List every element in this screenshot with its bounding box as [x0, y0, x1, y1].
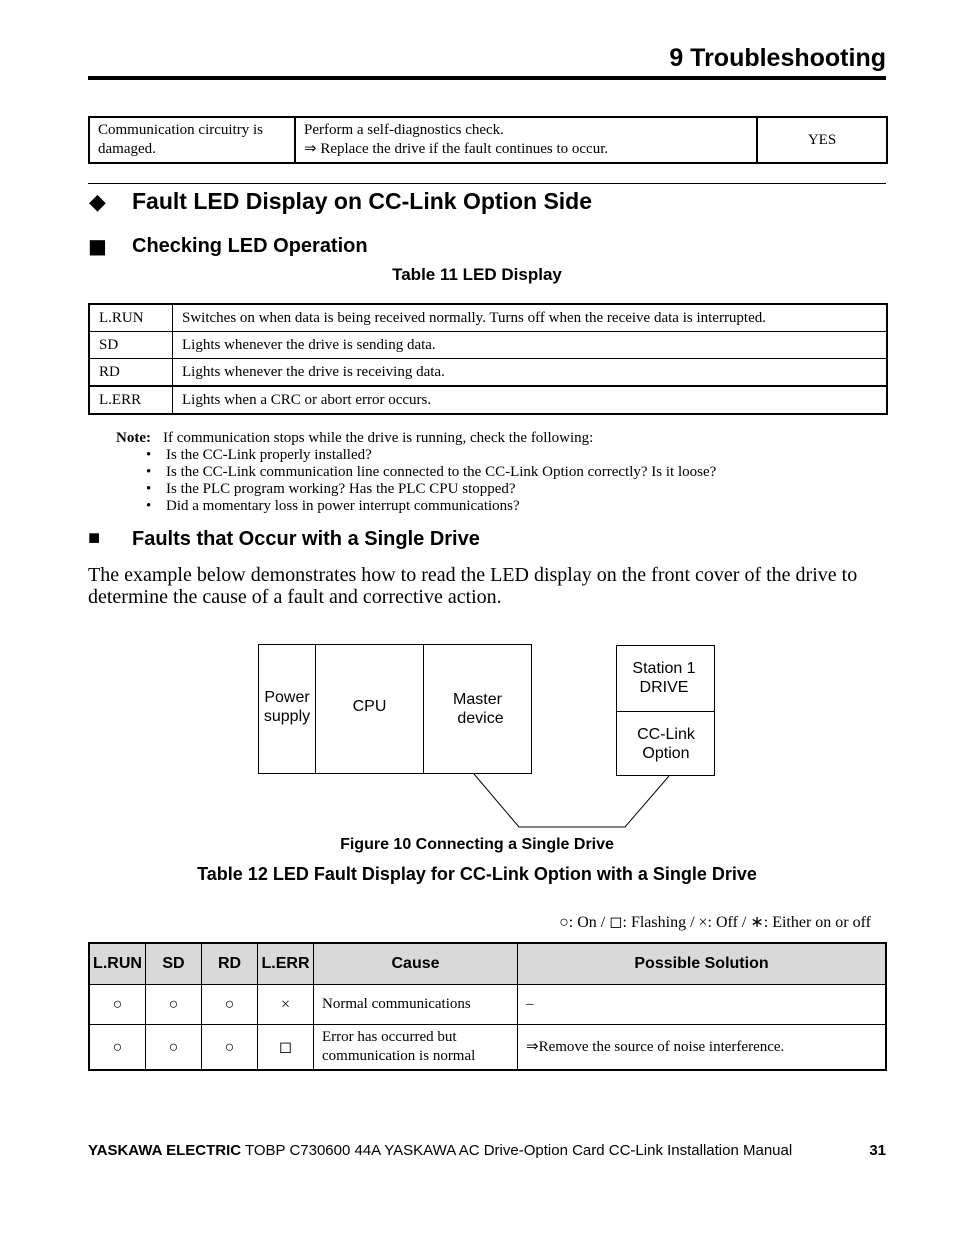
action-cell — [295, 117, 757, 163]
figure-caption: Figure 10 Connecting a Single Drive — [340, 836, 614, 853]
table-row — [89, 386, 887, 414]
sd-symbol: ○ — [146, 1025, 202, 1071]
table-row — [89, 359, 887, 387]
col-header: Possible Solution — [518, 943, 887, 985]
fault-table-continued — [88, 116, 888, 164]
page-number: 31 — [869, 1142, 886, 1159]
led-description: Switches on when data is being received normally. Turns off when the receive data is interrupted. — [173, 304, 888, 332]
label-line: device — [457, 710, 504, 727]
section-rule — [88, 183, 886, 184]
note-label: Note: — [116, 430, 151, 446]
subsection-title: Faults that Occur with a Single Drive — [132, 528, 480, 550]
cause-line: Error has occurred but — [322, 1029, 457, 1045]
list-item: • Is the CC-Link communication line connected to the CC-Link Option correctly? Is it loose? — [166, 464, 716, 481]
page-header-title: 9 Troubleshooting — [669, 44, 886, 72]
cc-link-cable — [474, 774, 669, 827]
col-header: L.RUN — [89, 943, 146, 985]
solution-cell: ⇒Remove the source of noise interference. — [518, 1025, 887, 1071]
sd-symbol: ○ — [146, 985, 202, 1025]
body-paragraph: The example below demonstrates how to read the LED display on the front cover of the drive to determine the cause of a fault and corrective action. — [88, 564, 858, 608]
cc-link-option-label — [619, 725, 713, 763]
table-row — [89, 1025, 886, 1071]
footer-text — [88, 1142, 792, 1159]
note-block — [116, 430, 716, 515]
led-name: L.RUN — [89, 304, 173, 332]
diamond-icon: ◆ — [89, 190, 106, 215]
solution-cell: – — [518, 985, 887, 1025]
symbol-legend: ○: On / ◻: Flashing / ×: Off / ∗: Either on or off — [559, 914, 871, 931]
label-line: Power — [264, 689, 310, 706]
list-item: • Is the CC-Link properly installed? — [166, 447, 716, 464]
table-row — [89, 304, 887, 332]
section-title: Fault LED Display on CC-Link Option Side — [132, 188, 593, 214]
label-line: supply — [263, 708, 311, 725]
label-line: Master — [453, 691, 502, 708]
footer-doc-title: TOBP C730600 44A YASKAWA AC Drive-Option Card CC-Link Installation Manual — [241, 1142, 793, 1159]
rd-symbol: ○ — [202, 1025, 258, 1071]
list-item: • Is the PLC program working? Has the PLC CPU stopped? — [166, 481, 716, 498]
cause-line: communication is normal — [322, 1048, 476, 1064]
square-bullet-icon: ■ — [88, 234, 107, 258]
col-header: L.ERR — [258, 943, 314, 985]
table-row — [89, 332, 887, 359]
table-row — [89, 985, 886, 1025]
action-line-2: ⇒ Replace the drive if the fault continues to occur. — [304, 141, 609, 157]
cause-cell: Communication circuitry is damaged. — [89, 117, 295, 163]
power-supply-label — [259, 688, 315, 726]
flag-cell: YES — [757, 117, 887, 163]
led-description: Lights whenever the drive is receiving data. — [173, 359, 888, 387]
led-description: Lights when a CRC or abort error occurs. — [173, 386, 888, 414]
table11-caption: Table 11 LED Display — [392, 265, 562, 284]
label-line: CC-Link — [637, 726, 695, 743]
col-header: Cause — [314, 943, 518, 985]
cause-cell: Normal communications — [314, 985, 518, 1025]
col-header: SD — [146, 943, 202, 985]
lerr-symbol: × — [258, 985, 314, 1025]
label-line: Station 1 — [632, 660, 696, 677]
action-line-1: Perform a self-diagnostics check. — [304, 122, 504, 138]
led-fault-table — [88, 942, 887, 1071]
cause-cell — [314, 1025, 518, 1071]
led-display-table — [88, 303, 888, 415]
lrun-symbol: ○ — [89, 985, 146, 1025]
label-line: DRIVE — [639, 679, 689, 696]
cpu-label: CPU — [352, 698, 387, 715]
led-name: RD — [89, 359, 173, 387]
table-row — [89, 117, 887, 163]
table12-caption: Table 12 LED Fault Display for CC-Link Option with a Single Drive — [197, 864, 757, 884]
col-header: RD — [202, 943, 258, 985]
label-line: Option — [642, 745, 690, 762]
note-list — [116, 447, 716, 515]
led-name: L.ERR — [89, 386, 173, 414]
footer-brand: YASKAWA ELECTRIC — [88, 1142, 242, 1159]
note-intro: If communication stops while the drive is running, check the following: — [162, 430, 594, 446]
lrun-symbol: ○ — [89, 1025, 146, 1071]
table-header-row — [89, 943, 886, 985]
square-bullet-icon: ■ — [88, 527, 101, 549]
rd-symbol: ○ — [202, 985, 258, 1025]
station-drive-label — [617, 659, 711, 697]
subsection-title: Checking LED Operation — [132, 235, 368, 257]
led-description: Lights whenever the drive is sending data. — [173, 332, 888, 359]
master-device-label — [424, 690, 531, 728]
lerr-symbol: ◻ — [258, 1025, 314, 1071]
led-name: SD — [89, 332, 173, 359]
list-item: • Did a momentary loss in power interrupt communications? — [166, 498, 716, 515]
header-rule — [88, 76, 886, 80]
